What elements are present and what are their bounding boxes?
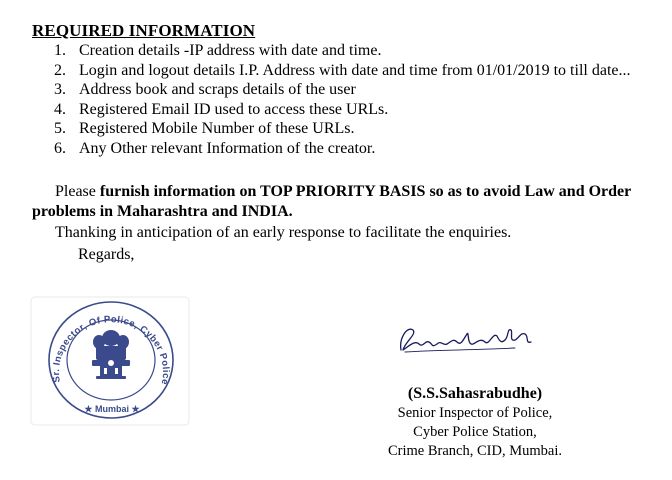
signatory-name: (S.S.Sahasrabudhe) xyxy=(407,385,543,402)
list-item xyxy=(54,100,654,120)
signatory-branch: Crime Branch, CID, Mumbai. xyxy=(388,443,562,459)
official-stamp xyxy=(30,296,190,426)
list-item xyxy=(54,139,654,159)
lion-capital-emblem-icon xyxy=(92,330,130,379)
signature-graphic xyxy=(395,320,545,360)
list-item-text: Registered Email ID used to access these URLs. xyxy=(79,100,389,118)
required-info-list xyxy=(54,41,654,159)
stamp-ring-text: Sr. Inspector, Of Police, Cyber Police xyxy=(50,314,172,386)
list-item xyxy=(54,80,654,100)
stamp-bottom-text: ★ Mumbai ★ xyxy=(84,404,140,414)
list-item xyxy=(54,61,654,81)
signatory-block xyxy=(360,384,590,461)
priority-bold-text: furnish information on TOP PRIORITY BASIS so as to avoid Law and Order problems in Maharashtra and INDIA. xyxy=(32,183,631,220)
list-item-text: Any Other relevant Information of the creator. xyxy=(79,139,376,157)
priority-paragraph xyxy=(32,182,642,222)
list-item-number: 5. xyxy=(54,120,66,138)
list-item-text: Login and logout details I.P. Address with date and time from 01/01/2019 to till date... xyxy=(79,61,631,79)
list-item xyxy=(54,119,654,139)
handwritten-signature xyxy=(395,320,545,360)
stamp-graphic xyxy=(30,296,190,426)
section-heading: REQUIRED INFORMATION xyxy=(32,21,256,40)
signatory-designation: Senior Inspector of Police, xyxy=(397,405,553,421)
list-item-number: 3. xyxy=(54,81,66,99)
list-item-text: Creation details -IP address with date and time. xyxy=(79,42,382,59)
list-item-number: 4. xyxy=(54,100,66,118)
list-item-text: Registered Mobile Number of these URLs. xyxy=(79,120,355,138)
regards-line: Regards, xyxy=(78,246,135,263)
list-item xyxy=(54,41,654,61)
list-item-number: 2. xyxy=(54,61,66,79)
list-item-text: Address book and scraps details of the user xyxy=(79,81,356,99)
list-item-number: 1. xyxy=(54,42,66,59)
priority-prefix: Please xyxy=(55,183,100,200)
signatory-station: Cyber Police Station, xyxy=(413,424,537,440)
list-item-number: 6. xyxy=(54,139,66,157)
thanks-paragraph: Thanking in anticipation of an early response to facilitate the enquiries. xyxy=(55,224,512,241)
